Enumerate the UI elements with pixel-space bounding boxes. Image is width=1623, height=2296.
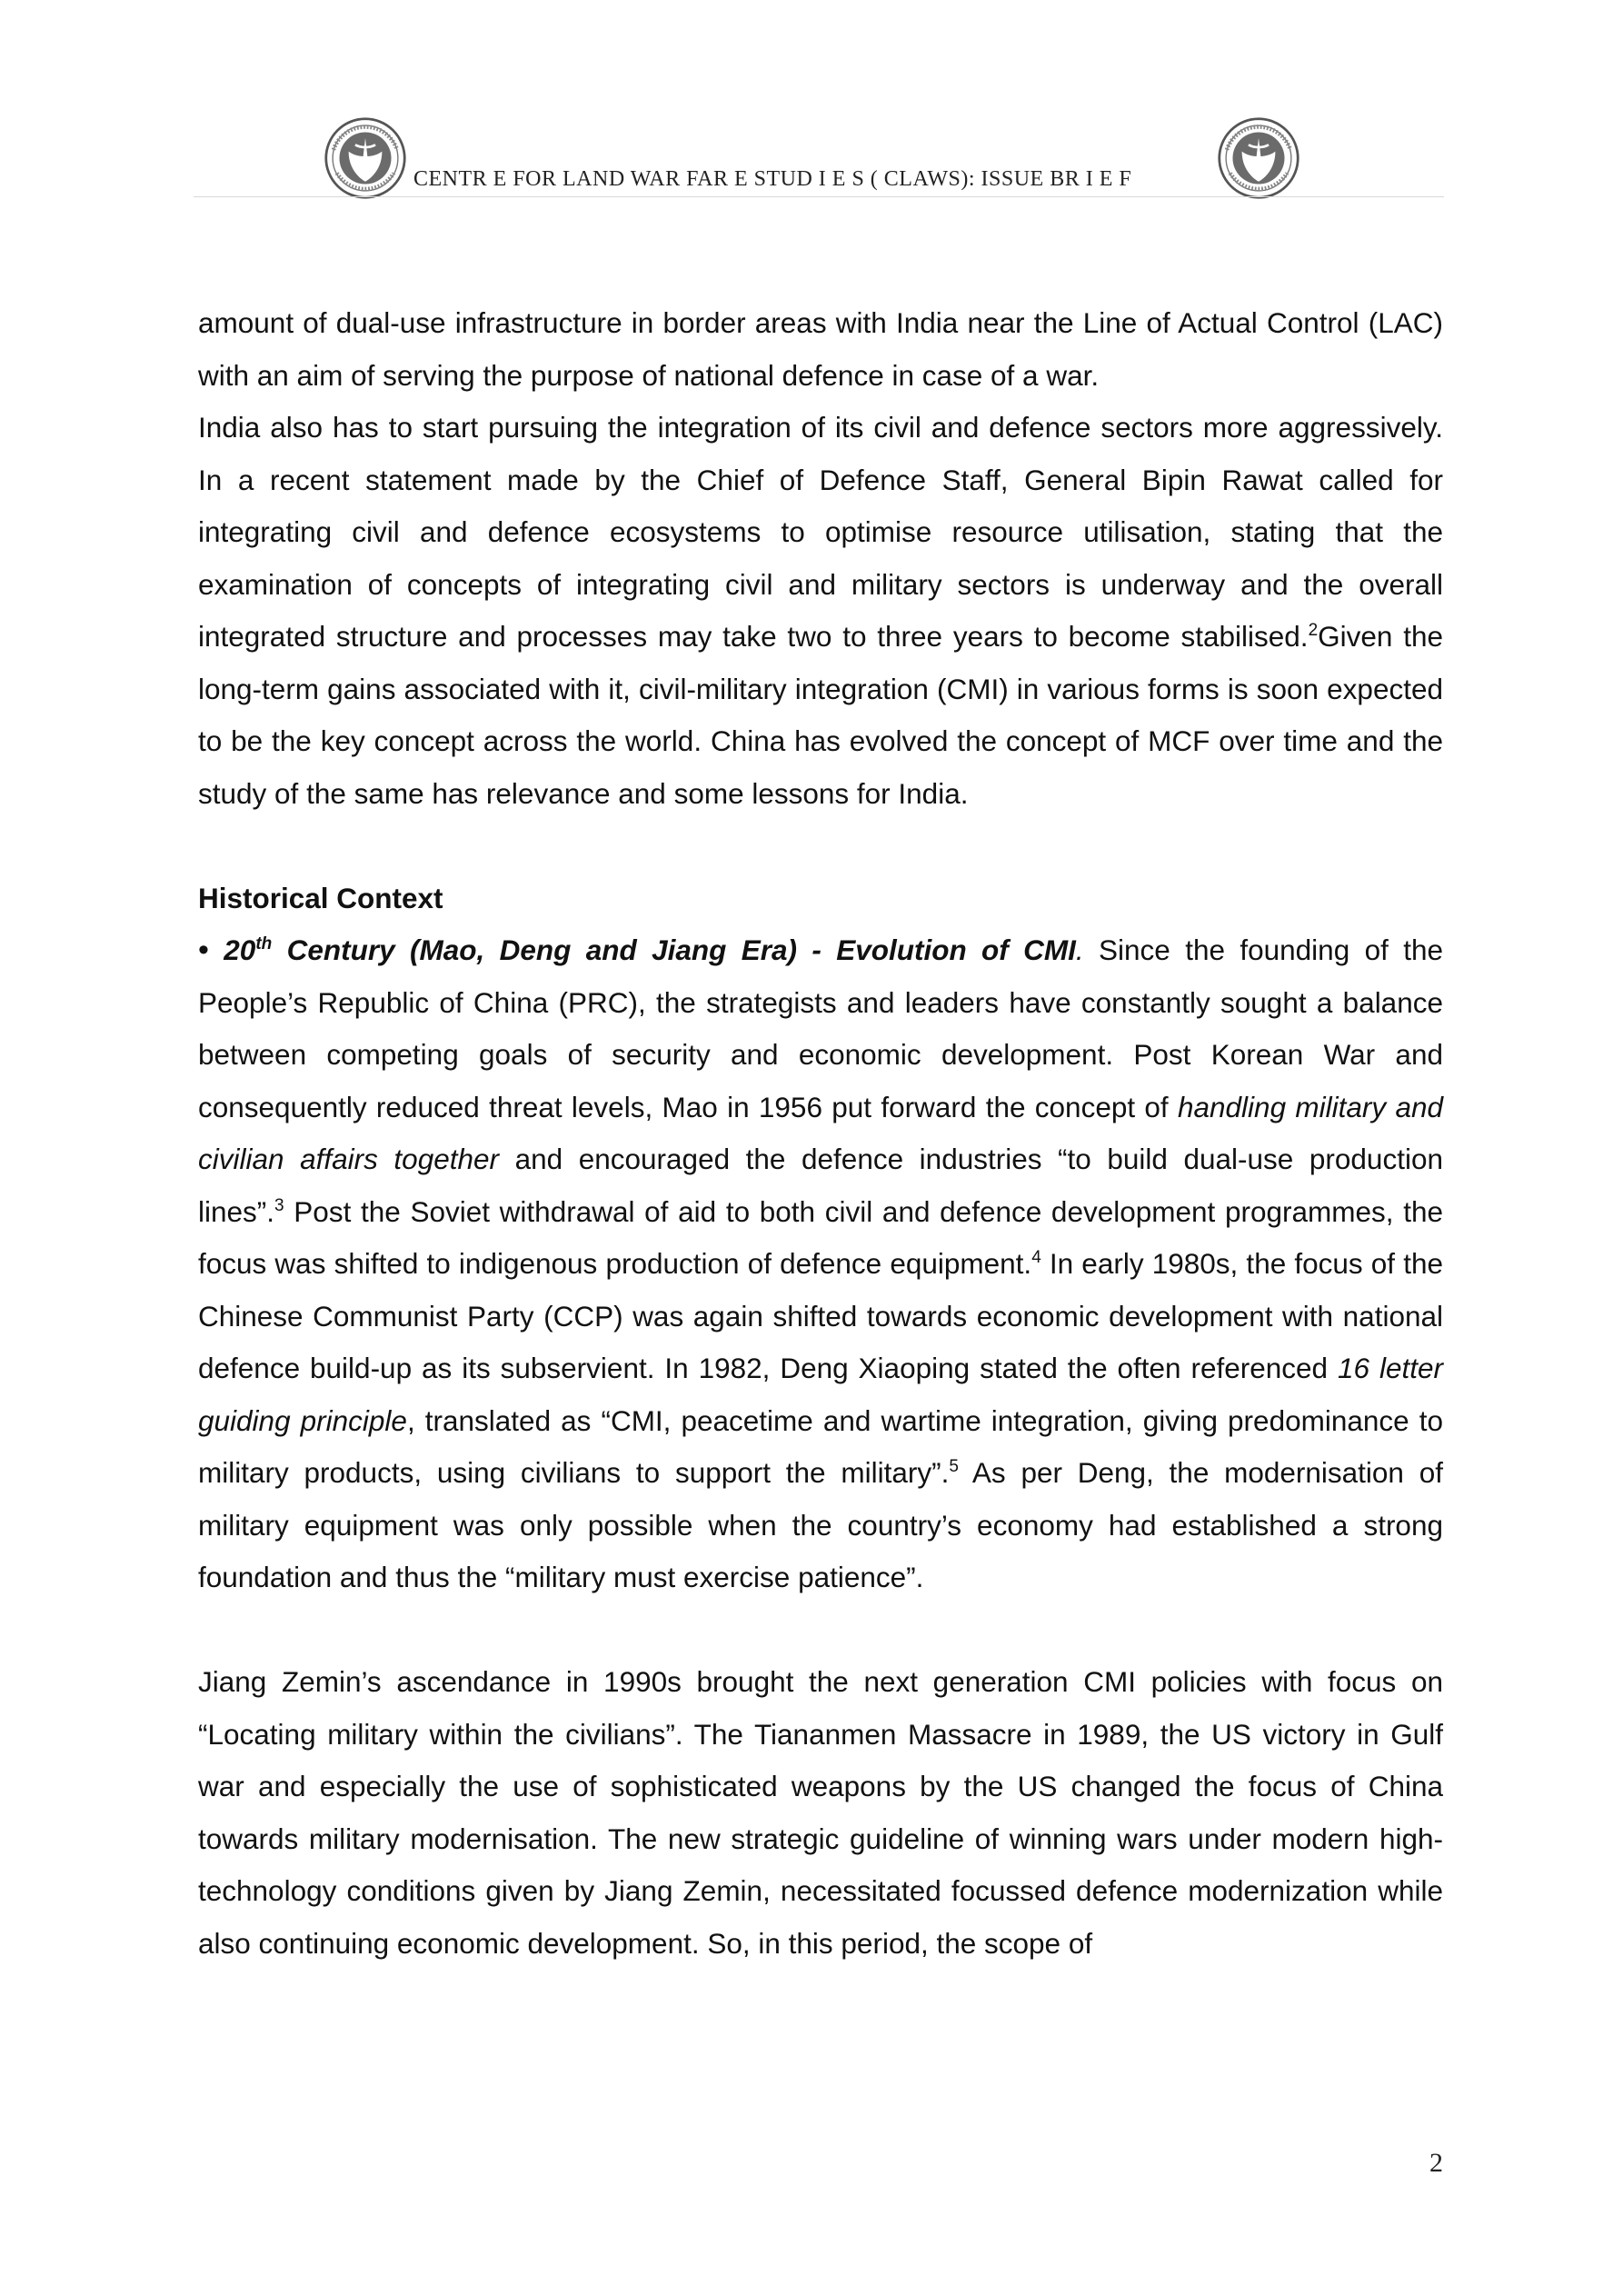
paragraph-india-integration — [198, 402, 1443, 820]
emphasis-text: 16 letter guiding principle — [198, 1352, 1443, 1437]
page-number: 2 — [1429, 2148, 1443, 2178]
bullet-paragraph: • 20th Century (Mao, Deng and Jiang Era) - Evolution of CMI. Since the founding of the People’s Republic of China (PRC), the strategists and leaders have constantly sought a balance between competing goals of security and economic development. Post Korean War and consequently reduced threat levels, Mao in 1956 put forward the concept of handling military and civilian affairs together and encouraged the defence industries “to build dual-use production lines”.$^3$ Post the Soviet withdrawal of aid to both civil and defence development programmes, the focus was shifted to indigenous production of defence equipment.$^4$ In early 1980s, the focus of the Chinese Communist Party (CCP) was again shifted towards economic development with national defence build-up as its subservient. In 1982, Deng Xiaoping stated the often referenced 16 letter guiding principle, translated as “CMI, peacetime and wartime integration, giving predominance to military products, using civilians to support the military”.$^5$ As per Deng, the modernisation of military equipment was only possible when the country’s economy had established a strong foundation and thus the “military must exercise patience”. — [198, 933, 1443, 1593]
bullet-title: 20th Century (Mao, Deng and Jiang Era) - Evolution of CMI — [224, 933, 1076, 966]
claws-logo-right — [1217, 116, 1300, 200]
claws-logo-left — [324, 116, 407, 200]
header-title: CENTR E FOR LAND WAR FAR E STUD I E S ( CLAWS): ISSUE BR I E F — [413, 167, 1132, 191]
emphasis-text: handling military and civilian affairs together — [198, 1090, 1443, 1175]
document-body — [198, 297, 1443, 1970]
paragraph-continued: amount of dual-use infrastructure in border areas with India near the Line of Actual Control (LAC) with an aim of serving the purpose of national defence in case of a war. — [198, 306, 1443, 392]
page-header — [194, 116, 1444, 198]
paragraph-text: Given the long-term gains associated with it, civil-military integration (CMI) in various forms is soon expected to be the key concept across the world. China has evolved the concept of MCF over time and the study of the same has relevance and some lessons for India. — [198, 620, 1443, 810]
section-heading: Historical Context — [198, 881, 443, 914]
bullet-icon: • — [198, 933, 209, 967]
footnote-ref-3[interactable]: 3 — [274, 1195, 284, 1215]
paragraph-jiang-era: Jiang Zemin’s ascendance in 1990s brought the next generation CMI policies with focus on “Locating military within the civilians”. The Tiananmen Massacre in 1989, the US victory in Gulf war and especially the use of sophisticated weapons by the US changed the focus of China towards military modernisation. The new strategic guideline of winning wars under modern high-technology conditions given by Jiang Zemin, necessitated focussed defence modernization while also continuing economic development. So, in this period, the scope of — [198, 1665, 1443, 1960]
footnote-ref-2[interactable]: 2 — [1308, 621, 1319, 640]
footnote-ref-5[interactable]: 5 — [949, 1457, 959, 1476]
paragraph-text: India also has to start pursuing the integration of its civil and defence sectors more aggressively. In a recent statement made by the Chief of Defence Staff, General Bipin Rawat called for integrating civil and defence ecosystems to optimise resource utilisation, stating that the examination of concepts of integrating civil and military sectors is underway and the overall integrated structure and processes may take two to three years to become stabilised. — [198, 411, 1443, 653]
header-divider — [194, 196, 1444, 197]
footnote-ref-4[interactable]: 4 — [1031, 1248, 1041, 1267]
